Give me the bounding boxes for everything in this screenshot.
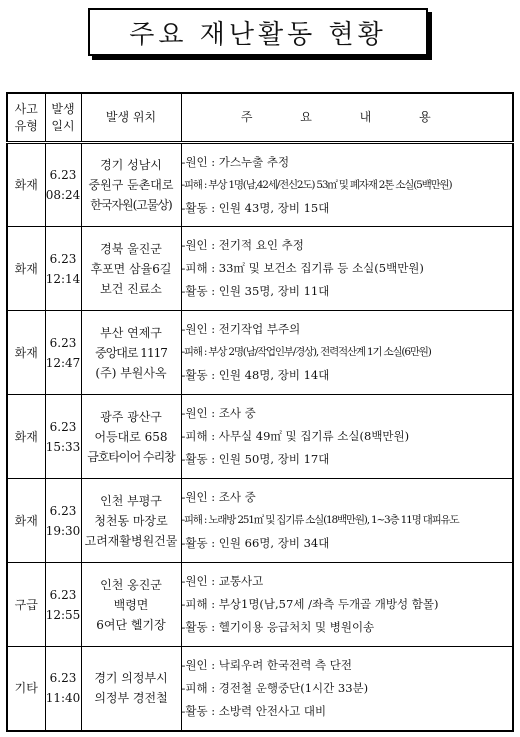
occurrence-date: 6.23: [49, 671, 77, 686]
damage-line: -피해 : 부상 2명(남/작업인부/경상), 전력적산계 1기 소실(6만원): [181, 346, 431, 358]
occurrence-time-cell: [45, 227, 81, 311]
occurrence-date: 6.23: [49, 168, 77, 182]
accident-type-cell: 화재: [7, 227, 45, 311]
occurrence-date: 6.23: [49, 335, 77, 350]
accident-type-cell: 화재: [7, 395, 45, 479]
occurrence-clock: 19:30: [45, 523, 81, 538]
occurrence-time-cell: [45, 311, 81, 395]
location-line: 의정부 경전철: [94, 691, 168, 706]
occurrence-clock: 12:14: [45, 271, 81, 286]
detail-cell: [181, 563, 513, 647]
header-detail: 주 요 내 용: [181, 93, 513, 143]
header-accident-type: 사고 유형: [7, 93, 45, 143]
location-line: 어등대로 658: [94, 429, 168, 444]
header-occurrence-time: 발생 일시: [45, 93, 81, 143]
accident-type-cell: 화재: [7, 311, 45, 395]
action-line: -활동 : 헬기이용 응급처치 및 병원이송: [181, 620, 375, 634]
table-row: [7, 563, 513, 647]
cause-line: -원인 : 낙뢰우려 한국전력 측 단전: [181, 657, 352, 672]
occurrence-time-cell: [45, 395, 81, 479]
cause-line: -원인 : 조사 중: [181, 406, 256, 420]
location-line: 중앙대로 1117: [95, 345, 167, 360]
location-cell: [81, 143, 181, 227]
occurrence-time-cell: [45, 143, 81, 227]
location-line: 인천 부평구: [100, 493, 162, 508]
action-line: -활동 : 인원 35명, 장비 11대: [181, 284, 330, 298]
occurrence-clock: 12:47: [45, 355, 81, 370]
detail-cell: [181, 311, 513, 395]
damage-line: -피해 : 경전철 운행중단(1시간 33분): [181, 680, 369, 695]
occurrence-clock: 08:24: [45, 188, 81, 202]
location-line: 한국자원(고물상): [90, 198, 172, 212]
location-line: 경북 울진군: [100, 241, 162, 256]
occurrence-date: 6.23: [49, 251, 77, 266]
occurrence-clock: 12:55: [45, 607, 81, 622]
action-line: -활동 : 소방력 안전사고 대비: [181, 703, 327, 718]
header-location: 발생 위치: [81, 93, 181, 143]
damage-line: -피해 : 노래방 251㎡ 및 집기류 소실(18백만원), 1~3층 11명 대피유도: [181, 514, 459, 526]
location-cell: [81, 647, 181, 731]
location-line: 백령면: [113, 597, 149, 612]
accident-type-cell: 구급: [7, 563, 45, 647]
location-cell: [81, 311, 181, 395]
location-cell: [81, 563, 181, 647]
cause-line: -원인 : 가스누출 추정: [181, 154, 290, 169]
location-line: 후포면 삼율6길: [90, 261, 172, 276]
damage-line: -피해 : 사무실 49㎡ 및 집기류 소실(8백만원): [181, 429, 410, 443]
location-cell: [81, 227, 181, 311]
occurrence-time-cell: [45, 563, 81, 647]
detail-cell: [181, 479, 513, 563]
action-line: -활동 : 인원 66명, 장비 34대: [181, 536, 330, 550]
occurrence-clock: 11:40: [45, 691, 81, 706]
occurrence-time-cell: [45, 647, 81, 731]
table-row: [7, 647, 513, 731]
location-line: 금호타이어 수리창: [87, 449, 175, 464]
detail-cell: [181, 647, 513, 731]
occurrence-time-cell: [45, 479, 81, 563]
table-header-row: [7, 93, 513, 143]
occurrence-clock: 15:33: [45, 439, 81, 454]
table-row: [7, 311, 513, 395]
table-row: [7, 395, 513, 479]
table-row: [7, 227, 513, 311]
location-line: 인천 옹진군: [100, 577, 162, 592]
location-line: 경기 성남시: [100, 158, 162, 172]
disaster-activity-table: [6, 92, 514, 732]
accident-type-cell: 화재: [7, 143, 45, 227]
cause-line: -원인 : 교통사고: [181, 574, 264, 588]
location-line: 부산 연제구: [100, 325, 162, 340]
cause-line: -원인 : 전기작업 부주의: [181, 322, 301, 336]
detail-cell: [181, 395, 513, 479]
damage-line: -피해 : 부상 1명(남,42세/전신2도) 53㎡ 및 폐자재 2톤 소실(5백만원): [181, 178, 452, 191]
location-line: 중원구 둔촌대로: [88, 178, 174, 192]
cause-line: -원인 : 조사 중: [181, 490, 256, 504]
detail-cell: [181, 227, 513, 311]
location-line: (주) 부원사옥: [95, 365, 167, 380]
occurrence-date: 6.23: [49, 587, 77, 602]
location-cell: [81, 479, 181, 563]
action-line: -활동 : 인원 50명, 장비 17대: [181, 452, 330, 466]
action-line: -활동 : 인원 48명, 장비 14대: [181, 368, 330, 382]
occurrence-date: 6.23: [49, 419, 77, 434]
page-title: 주요 재난활동 현황: [88, 8, 428, 56]
occurrence-date: 6.23: [49, 503, 77, 518]
location-line: 보건 진료소: [100, 281, 162, 296]
damage-line: -피해 : 33㎡ 및 보건소 집기류 등 소실(5백만원): [181, 261, 424, 275]
table-row: [7, 479, 513, 563]
accident-type-cell: 기타: [7, 647, 45, 731]
detail-cell: [181, 143, 513, 227]
damage-line: -피해 : 부상1명(남,57세 /좌측 두개골 개방성 함몰): [181, 597, 439, 611]
location-line: 경기 의정부시: [94, 671, 168, 686]
action-line: -활동 : 인원 43명, 장비 15대: [181, 200, 330, 215]
cause-line: -원인 : 전기적 요인 추정: [181, 238, 304, 252]
location-line: 청천동 마장로: [94, 513, 168, 528]
location-cell: [81, 395, 181, 479]
location-line: 6여단 헬기장: [96, 617, 166, 632]
accident-type-cell: 화재: [7, 479, 45, 563]
location-line: 고려재활병원건물: [84, 533, 178, 548]
location-line: 광주 광산구: [100, 409, 162, 424]
table-row: [7, 143, 513, 227]
